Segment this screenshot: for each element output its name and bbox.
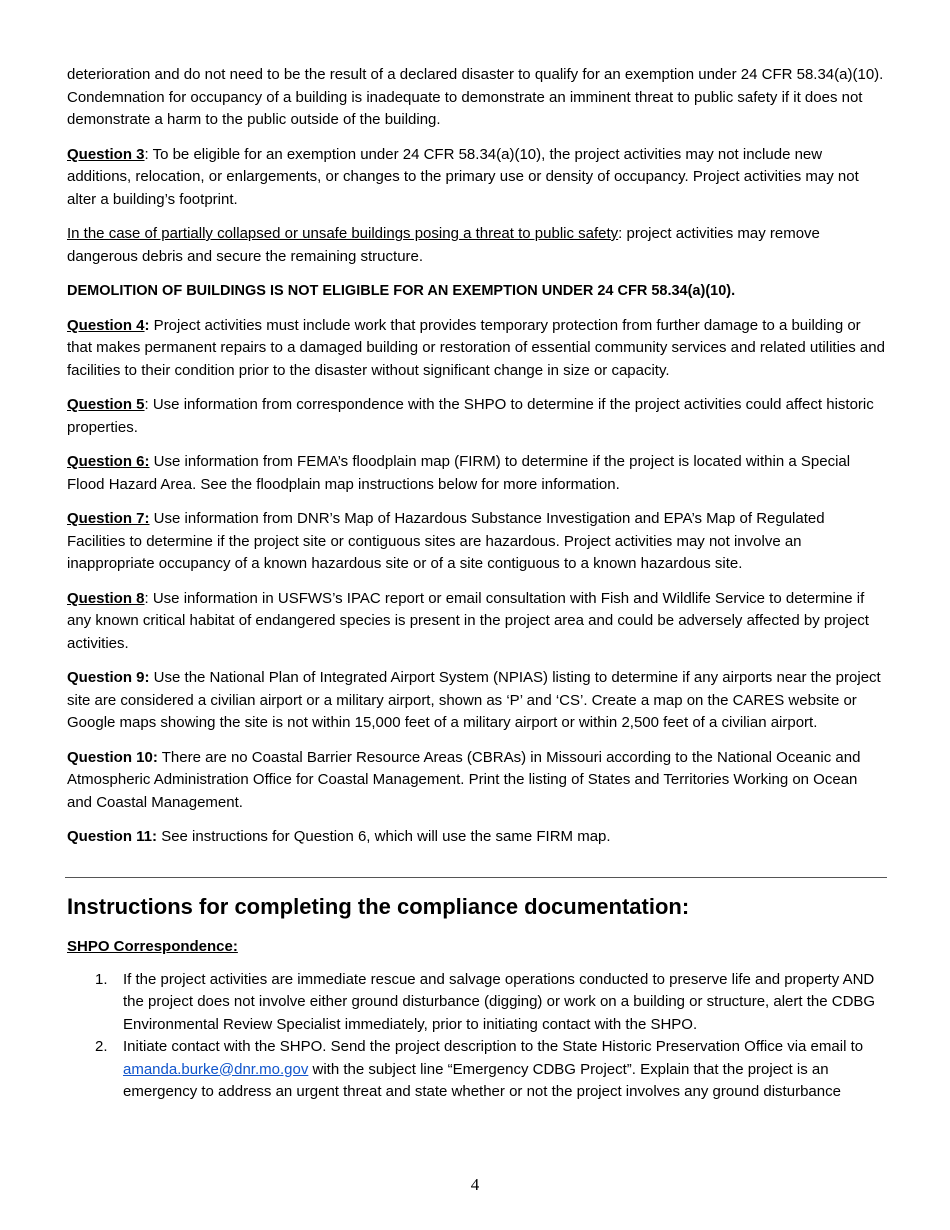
question-3-label: Question 3 [67,145,145,163]
list-item [67,1036,885,1104]
question-9-text: Use the National Plan of Integrated Airport System (NPIAS) listing to determine if any airports near the project site are considered a civilian airport or a military airport, shown as ‘P’ and ‘CS’. Create a map on the CARES website or Google maps showing the site is not within 15,000 feet of a military airport or within 2,500 feet of a civilian airport. [67,669,881,731]
question-5-label: Question 5 [67,396,145,413]
shpo-email-link[interactable]: amanda.burke@dnr.mo.gov [123,1060,309,1078]
question-4-colon: : [144,316,150,334]
question-4-text: Project activities must include work that provides temporary protection from further damage to a building or that makes permanent repairs to a damaged building or restoration of essential community services and related utilities and facilities to their condition prior to the disaster without significant change in size or capacity. [67,316,885,379]
instructions-heading: Instructions for completing the compliance documentation: [67,893,690,919]
question-6-label: Question 6: [67,453,150,470]
question-11-paragraph [67,826,885,849]
question-6-text: Use information from FEMA’s floodplain map (FIRM) to determine if the project is located within a Special Flood Hazard Area. See the floodplain map instructions below for more information. [67,453,851,493]
question-8-paragraph [67,588,885,656]
question-7-text: Use information from DNR’s Map of Hazardous Substance Investigation and EPA’s Map of Regulated Facilities to determine if the project site or contiguous sites are hazardous. Project activities may not involve an inappropriate occupancy of a known hazardous site or of a site contiguous to a known hazardous site. [67,510,825,572]
question-8-label: Question 8 [67,589,145,607]
question-3-paragraph [67,144,885,212]
question-5-paragraph [67,394,885,439]
question-6-paragraph [67,451,885,496]
question-9-label: Question 9: [67,669,150,686]
question-11-text: See instructions for Question 6, which will use the same FIRM map. [157,828,611,845]
question-11-label: Question 11: [67,828,158,845]
question-7-label: Question 7: [67,510,150,527]
collapse-paragraph [67,223,885,268]
list-item [67,969,885,1037]
list-item-text-after: with the subject line “Emergency CDBG Project”. Explain that the project is an emergency to address an urgent threat and state whether or not the project involves any ground disturbance [123,1060,841,1100]
list-item-number: 1. [95,970,108,988]
document-page [67,64,885,1104]
question-5-text: : Use information from correspondence with the SHPO to determine if the project activities could affect historic properties. [67,396,874,436]
question-4-label: Question 4 [67,316,145,334]
page-number: 4 [470,1175,480,1194]
list-item-number: 2. [95,1038,108,1055]
section-divider [65,877,887,878]
intro-paragraph: deterioration and do not need to be the result of a declared disaster to qualify for an exemption under 24 CFR 58.34(a)(10). Condemnation for occupancy of a building is inadequate to demonstrate an imminent threat to public safety if it does not demonstrate a harm to the public outside of the building. [67,66,884,128]
question-3-text: : To be eligible for an exemption under 24 CFR 58.34(a)(10), the project activities may not include new additions, relocation, or enlargements, or changes to the primary use or density of occupancy. Project activities may not alter a building’s footprint. [67,145,859,208]
demolition-notice: DEMOLITION OF BUILDINGS IS NOT ELIGIBLE FOR AN EXEMPTION UNDER 24 CFR 58.34(a)(10). [67,283,736,299]
question-4-paragraph [67,315,885,383]
collapse-text: : project activities may remove dangerous debris and secure the remaining structure. [67,225,820,265]
question-7-paragraph [67,508,885,576]
list-item-text-before: Initiate contact with the SHPO. Send the project description to the State Historic Preservation Office via email to [123,1038,864,1055]
shpo-subheading: SHPO Correspondence: [67,937,238,955]
question-10-paragraph [67,747,885,815]
question-10-label: Question 10: [67,748,158,766]
question-8-text: : Use information in USFWS’s IPAC report or email consultation with Fish and Wildlife Service to determine if any known critical habitat of endangered species is present in the project area and could be adversely affected by project activities. [67,589,869,652]
list-item-text: If the project activities are immediate rescue and salvage operations conducted to preserve life and property AND the project does not involve either ground disturbance (digging) or work on a building or structure, alert the CDBG Environmental Review Specialist immediately, prior to initiating contact with the SHPO. [123,970,876,1033]
question-9-paragraph [67,667,885,735]
collapse-label: In the case of partially collapsed or unsafe buildings posing a threat to public safety [67,225,619,242]
question-10-text: There are no Coastal Barrier Resource Areas (CBRAs) in Missouri according to the National Oceanic and Atmospheric Administration Office for Coastal Management. Print the listing of States and Territories Working on Ocean and Coastal Management. [67,748,861,811]
shpo-steps-list [67,969,885,1104]
